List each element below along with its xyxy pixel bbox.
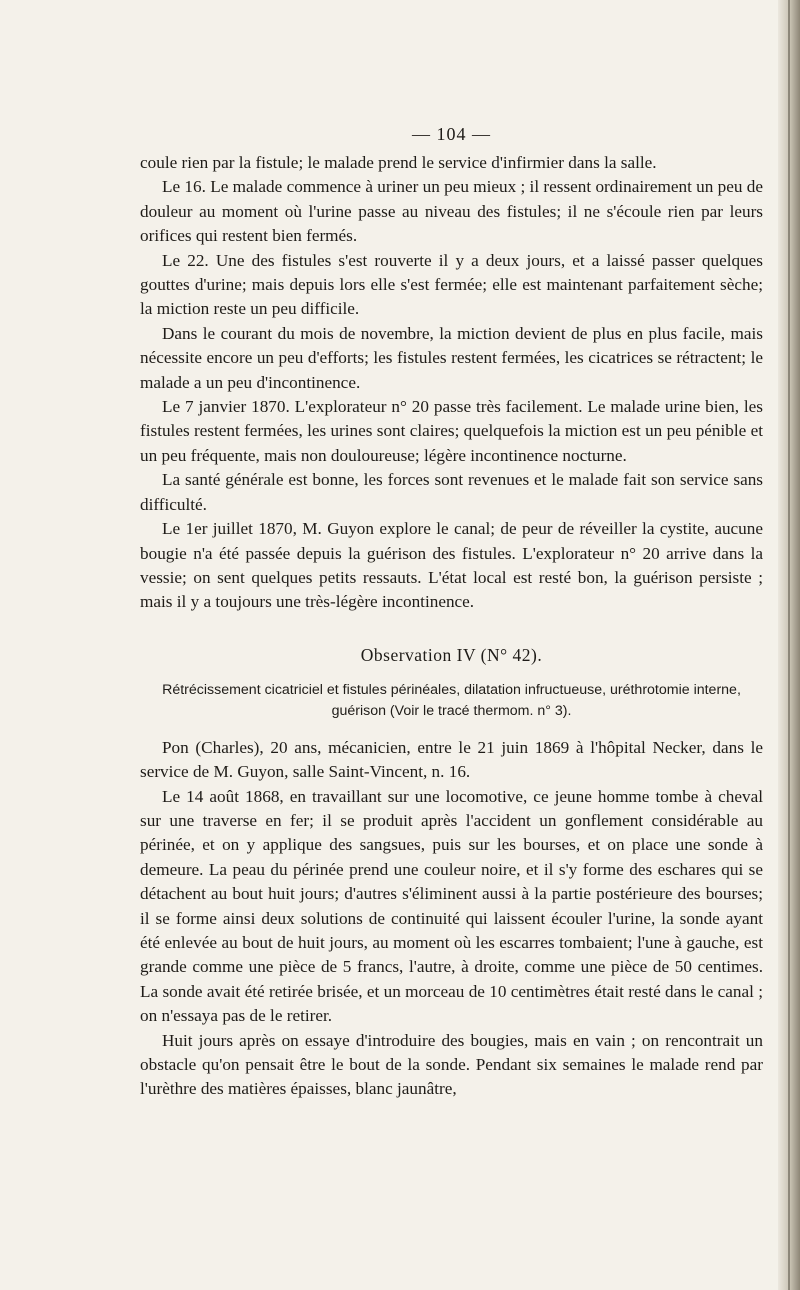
paragraph: Le 22. Une des fistules s'est rouverte il y a deux jours, et a laissé passer quelques gouttes d'urine; mais depuis lors elle s'est fermée; elle est maintenant parfaitement sèche; la miction reste un peu difficile. xyxy=(140,250,763,319)
paragraph: Le 1er juillet 1870, M. Guyon explore le canal; de peur de réveiller la cystite, aucune bougie n'a été passée depuis la guérison des fistules. L'explorateur n° 20 arrive dans la vessie; on sent quelques petits ressauts. L'état local est resté bon, la guérison persiste ; mais il y a toujours une très-légère incontinence. xyxy=(140,519,763,612)
paragraph: coule rien par la fistule; le malade prend le service d'infirmier dans la salle. xyxy=(140,153,657,172)
observation-title: Observation IV (N° 42). xyxy=(360,644,543,665)
paragraph: Le 7 janvier 1870. L'explorateur n° 20 passe très facilement. Le malade urine bien, les fistules restent fermées, les urines sont claires; quelquefois la miction est un peu pénible et un peu fréquente, mais non douloureuse; légère incontinence nocturne. xyxy=(140,397,763,465)
paragraph: La santé générale est bonne, les forces sont revenues et le malade fait son service sans difficulté. xyxy=(140,470,763,514)
page-edge-line xyxy=(788,0,790,1290)
paragraph: Dans le courant du mois de novembre, la miction devient de plus en plus facile, mais nécessite encore un peu d'efforts; les fistules restent fermées, les cicatrices se rétractent; le malade a un peu d'incontinence. xyxy=(140,323,763,392)
book-page xyxy=(140,124,763,1102)
paragraph: Le 14 août 1868, en travaillant sur une locomotive, ce jeune homme tombe à cheval sur une traverse en fer; il se produit après l'accident un gonflement considérable au périnée, et on y applique des sangsues, puis sur les bourses, et on place une sonde à demeure. La peau du périnée prend une couleur noire, et il s'y forme des eschares qui se détachent au bout huit jours; d'autres s'éliminent aussi à la partie postérieure des bourses; il se forme ainsi deux solutions de continuité qui laissent écouler l'urine, la sonde ayant été enlevée au bout de huit jours, au moment où les escarres tombaient; l'une à gauche, est grande comme une pièce de 5 francs, l'autre, à droite, comme une pièce de 50 centimes. La sonde avait été retirée brisée, et un morceau de 10 centimètres était resté dans le canal ; on n'essaya pas de le retirer. xyxy=(140,786,763,1026)
paragraph: Le 16. Le malade commence à uriner un peu mieux ; il ressent ordinairement un peu de douleur au moment où l'urine passe au niveau des fistules; il ne s'écoule rien par leurs orifices qui restent bien fermés. xyxy=(140,177,763,246)
paragraph: Huit jours après on essaye d'introduire des bougies, mais en vain ; on rencontrait un obstacle qu'on pensait être le bout de la sonde. Pendant six semaines le malade rend par l'urèthre des matières épaisses, blanc jaunâtre, xyxy=(140,1030,763,1099)
page-number: — 104 — xyxy=(412,124,491,144)
observation-summary: Rétrécissement cicatriciel et fistules périnéales, dilatation infructueuse, uréthrotomie interne, guérison (Voir le tracé thermom. n° 3). xyxy=(162,681,741,719)
paragraph: Pon (Charles), 20 ans, mécanicien, entre le 21 juin 1869 à l'hôpital Necker, dans le service de M. Guyon, salle Saint-Vincent, n. 16. xyxy=(140,737,763,782)
